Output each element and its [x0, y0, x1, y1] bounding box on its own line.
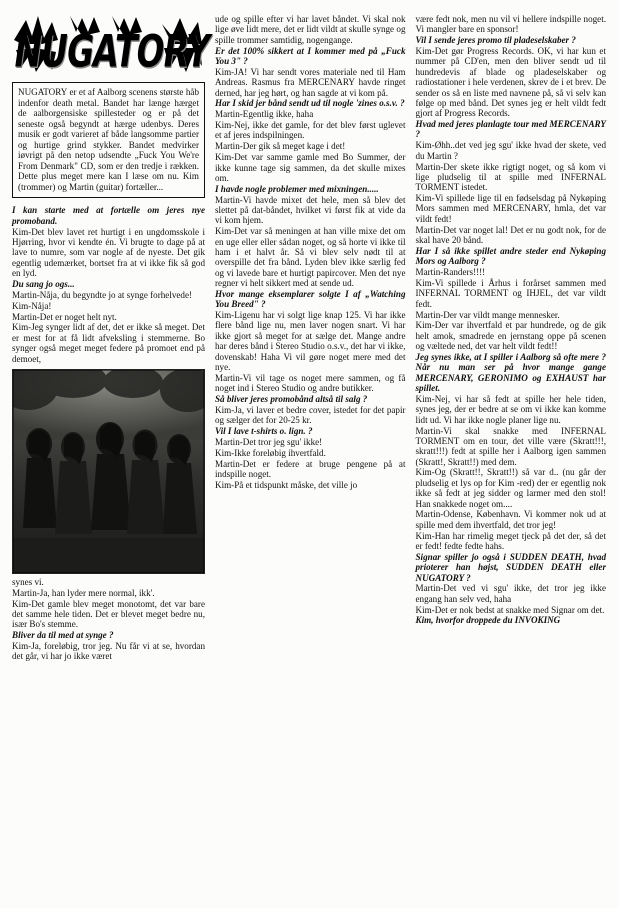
answer: Kim-På et tidspunkt måske, det ville jo [215, 479, 358, 490]
answer: Martin-Det var noget lal! Det er nu godt nok, for de skal have 20 bånd. [415, 224, 606, 246]
question: Signar spiller jo også i SUDDEN DEATH, hvad prioterer han højst, SUDDEN DEATH eller NUGATORY ? [415, 551, 606, 583]
answer: Kim-Ikke foreløbig ihvertfald. [215, 447, 326, 458]
question: I kan starte med at fortælle om jeres nye promoband. [12, 205, 205, 226]
answer: synes vi. [12, 576, 44, 587]
answer: ude og spille efter vi har lavet båndet. Vi skal nok lige øve lidt mere, det er lidt vildt at skulle synge og spille trommer samtidig, nogengange. [215, 14, 406, 45]
answer: Kim-Og (Skratt!!, Skratt!!) så var d.. (nu går der pludselig et lys op for Kim -red) der er egentlig nok ikke så fedt at jeg sidder og larmer med den stol! Han snakkede noget om.... [415, 467, 606, 509]
question: Du sang jo ogs... [12, 278, 75, 289]
column-2 [215, 14, 406, 898]
answer: Martin-Odense, København. Vi kommer nok ud at spille med dem ihvertfald, det tror jeg! [415, 509, 606, 530]
answer: Kim-Der var ihvertfald et par hundrede, og de gik helt amok, smadrede en jernstang oppe på scenen og væltede ned, det var helt vildt fedt!! [415, 320, 606, 352]
intro-box [12, 82, 205, 198]
question: Er det 100% sikkert at I kommer med på „Fuck You 3" ? [215, 45, 406, 66]
answer: Martin-Vi havde mixet det hele, men så blev det slettet på dat-båndet, hvilket vi først fik at vide da vi kom hjem. [215, 194, 406, 226]
question: Hvad med jeres planlagte tour med MERCENARY ? [415, 119, 606, 140]
answer: Martin-Nåja, du begyndte jo at synge forhelvede! [12, 289, 193, 300]
answer: Kim-JA! Vi har sendt vores materiale ned til Ham Andreas. Rasmus fra MERCENARY havde ringet derned, har jeg hørt, og han sagde at vi kom på. [215, 66, 406, 98]
answer: Martin-Vi vil tage os noget mere sammen, og få noget ind i Stereo Studio og andre butikker. [215, 372, 406, 394]
masthead-logo [10, 14, 213, 78]
answer: Kim-Vi spillede lige til en fødselsdag på Nykøping Mors sammen med MERCENARY, hmla, det var vildt fedt! [415, 193, 606, 224]
question: Vil I sende jeres promo til pladeselskaber ? [415, 35, 576, 46]
answer: Kim-Jeg synger lidt af det, det er ikke så meget. Det er mest for at få lidt afveksling i stemmerne. Bo synger også meget meget federe på promoet end på demoet, [12, 322, 205, 364]
column-3 [416, 14, 607, 898]
band-photo-image [13, 370, 204, 573]
answer: Martin-Der var vildt mange mennesker. [415, 309, 560, 320]
answer: Martin-Det tror jeg sgu' ikke! [215, 436, 323, 447]
answer: Kim-Ja, foreløbig, tror jeg. Nu får vi at se, hvordan det går, vi har jo ikke været [12, 641, 205, 662]
answer: Kim-Ja, vi laver et bedre cover, istedet for det papir og sælger det for 20-25 kr. [215, 404, 406, 426]
answer: Kim-Det blev lavet ret hurtigt i en ungdomsskole i Hjørring, hvor vi kendte én. Vi brugte to dage på at lave to numre, som var nogle af de nyeste. Det gik egentlig udemærket, bortset fra at vi ikke fik så god en lyd. [12, 226, 205, 279]
answer: Martin-Der gik så meget kage i det! [215, 141, 346, 152]
answer: Martin-Det ved vi sgu' ikke, det tror jeg ikke engang han selv ved, haha [415, 583, 606, 604]
question: Har I så ikke spillet andre steder end Nykøping Mors og Aalborg ? [415, 245, 606, 267]
answer: Kim-Det gør Progress Records. OK, vi har kun et nummer på CD'en, men den bliver sendt ud til hundredevis af blade og pladeselskaber og radiostationer i hele verdenen, skrev de i et brev. De sender os så en liste med navnene på, så vi selv kan følge op med bånd. Det synes jeg er helt vildt fedt gjort af Progress Records. [415, 46, 606, 119]
answer: Kim-Det var samme gamle med Bo Summer, der ikke kunne tage sig sammen, da det skulle mixes om. [215, 152, 406, 183]
answer: Martin-Ja, han lyder mere normal, ikk'. [12, 587, 155, 598]
question: Vil I lave t-shirts o. lign. ? [215, 426, 313, 437]
question: Hvor mange eksemplarer solgte I af „Watching You Breed" ? [215, 288, 406, 310]
answer: Martin-Der skete ikke rigtigt noget, og så kom vi lige pludselig til at spille med INFERNAL TORMENT istedet. [415, 161, 606, 193]
question: I havde nogle problemer med mixningen..... [215, 183, 379, 194]
question: Har I skid jer bånd sendt ud til nogle 'zines o.s.v. ? [215, 98, 405, 109]
band-photo [12, 369, 205, 574]
answer: Martin-Egentlig ikke, haha [215, 109, 314, 120]
answer: Kim-Nåja! [12, 300, 52, 311]
answer: Martin-Vi skal snakke med INFERNAL TORMENT om en tour, det ville være (Skratt!!!, skratt!!!) fedt at spille her i Aalborg igen sammen (Skratt!, Skratt!!) med dem. [415, 425, 606, 467]
answer: Martin-Det er federe at bruge pengene på at indspille noget. [215, 458, 406, 479]
intro-text: NUGATORY er et af Aalborg scenens største håb indenfor death metal. Bandet har længe hærget de aalborgensiske spillesteder og er på det seneste også begyndt at hærge udenbys. Deres musik er godt varieret af både langsomme partier og hurtige grind stykker. Bandet medvirker iøvrigt på den netop udsendte „Fuck You We're From Denmark" CD, som er den tredje i rækken. Dette plus meget mere kan I læse om nu. Kim (trommer) og Martin (guitar) fortæller... [18, 87, 199, 192]
three-column-layout [12, 14, 606, 898]
answer: Martin-Det er noget helt nyt. [12, 311, 117, 322]
question: Kim, hvorfor droppede du INVOKING [415, 615, 561, 626]
answer: Kim-Det gamle blev meget monotomt, det var bare det samme hele tiden. Det er blevet meget bedre nu, især Bo's stemme. [12, 598, 205, 630]
answer: Kim-Ligenu har vi solgt lige knap 125. Vi har ikke flere bånd lige nu, men laver nogen snart. Vi har ikke gjort så meget for at sælge det. Mange andre har deres bånd i Stereo Studio o.s.v., det har vi ikke, dovenskab! Haha Vi vil gøre noget mere med det nye. [215, 310, 406, 372]
logo-text: NUGATORY [10, 24, 213, 78]
answer: Kim-Det er nok bedst at snakke med Signar om det. [415, 604, 605, 615]
question: Jeg synes ikke, at I spiller i Aalborg så ofte mere ? Når nu man ser på hvor mange gange MERCENARY, GERONIMO og EXHAUST har spillet. [415, 352, 606, 394]
answer: Kim-Det var så meningen at han ville mixe det om en uge eller eller sådan noget, og så horte vi ikke til ham i et halvt år. Så vi blev selv nødt til at overspille det fra bånd. Lyden blev ikke særlig fed og vi lavede bare et hurtigt papircover. Men det nye regner vi helt sikkert med at sende ud. [215, 226, 406, 288]
column-1 [10, 14, 213, 898]
answer: Kim-Nej, vi har så fedt at spille her hele tiden, synes jeg, der er bedre at se om vi ikke kan komme lidt ud. Vi har ikke nogle planer lige nu. [415, 393, 606, 425]
answer: Kim-Han har rimelig meget tjeck på det der, så det er fedt! fedte fedte hahs. [415, 530, 606, 551]
answer: Martin-Randers!!!! [415, 267, 486, 278]
answer: Kim-Vi spillede i Århus i forårset sammen med INFERNAL TORMENT og IHJEL, det var vildt fedt. [415, 277, 606, 309]
question: Bliver da til med at synge ? [12, 630, 114, 641]
answer: Kim-Øhh..det ved jeg sgu' ikke hvad der skete, ved du Martin ? [415, 140, 606, 161]
question: Så bliver jeres promobånd altså til salg ? [215, 393, 368, 404]
answer: Kim-Nej, ikke det gamle, for det blev først uglevet et af jeres indspilningen. [215, 120, 406, 141]
answer: være fedt nok, men nu vil vi hellere indspille noget. Vi mangler bare en sponsor! [415, 14, 606, 35]
